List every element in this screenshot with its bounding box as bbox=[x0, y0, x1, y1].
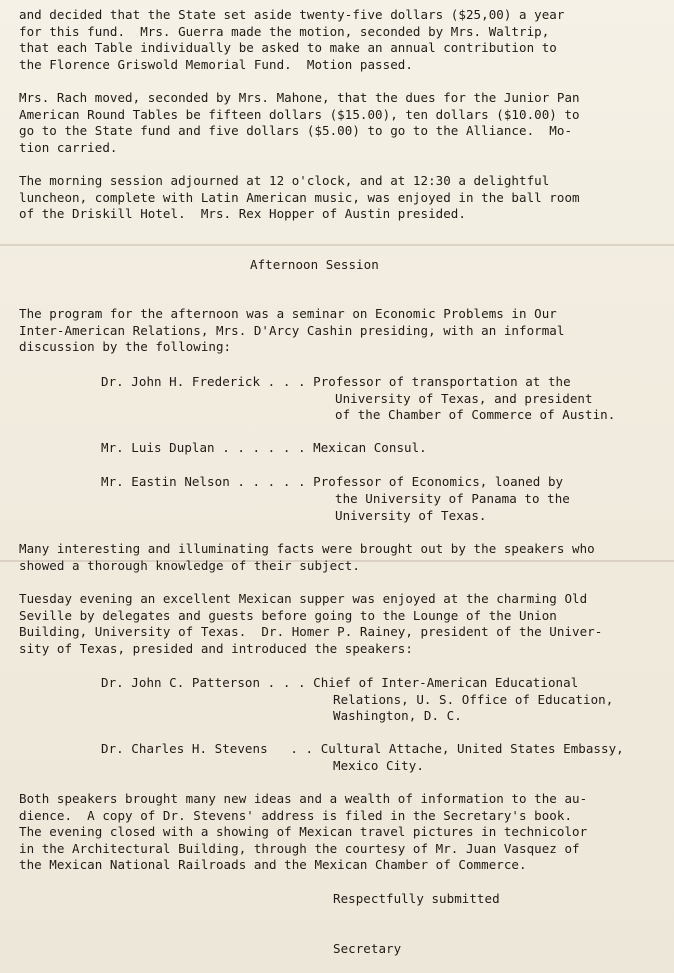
body-line: tion carried. bbox=[19, 140, 118, 155]
body-line: go to the State fund and five dollars ($5.00) to go to the Alliance. Mo- bbox=[19, 123, 573, 138]
speaker-entry: Dr. John C. Patterson . . . Chief of Inter-American Educational bbox=[101, 675, 579, 690]
speaker-entry: Relations, U. S. Office of Education, bbox=[333, 692, 614, 707]
speaker-entry: Dr. John H. Frederick . . . Professor of transportation at the bbox=[101, 374, 571, 389]
speaker-entry: Mr. Eastin Nelson . . . . . Professor of Economics, loaned by bbox=[101, 474, 564, 489]
body-line: The morning session adjourned at 12 o'clock, and at 12:30 a delightful bbox=[19, 173, 550, 188]
body-line: and decided that the State set aside twenty-five dollars ($25,00) a year bbox=[19, 7, 565, 22]
body-line: The program for the afternoon was a seminar on Economic Problems in Our bbox=[19, 306, 557, 321]
body-line: Building, University of Texas. Dr. Homer P. Rainey, president of the Univer- bbox=[19, 624, 603, 639]
body-line: Both speakers brought many new ideas and a wealth of information to the au- bbox=[19, 791, 588, 806]
body-line: showed a thorough knowledge of their subject. bbox=[19, 558, 360, 573]
body-line: Mrs. Rach moved, seconded by Mrs. Mahone, that the dues for the Junior Pan bbox=[19, 90, 580, 105]
body-line: dience. A copy of Dr. Stevens' address is filed in the Secretary's book. bbox=[19, 808, 573, 823]
signature-line: Secretary bbox=[333, 941, 402, 956]
speaker-entry: University of Texas, and president bbox=[335, 391, 593, 406]
body-line: for this fund. Mrs. Guerra made the motion, seconded by Mrs. Waltrip, bbox=[19, 24, 550, 39]
speaker-entry: Mexico City. bbox=[333, 758, 424, 773]
body-line: the Mexican National Railroads and the Mexican Chamber of Commerce. bbox=[19, 857, 527, 872]
speaker-entry: Mr. Luis Duplan . . . . . . Mexican Consul. bbox=[101, 440, 427, 455]
body-line: luncheon, complete with Latin American music, was enjoyed in the ball room bbox=[19, 190, 580, 205]
speaker-entry: of the Chamber of Commerce of Austin. bbox=[335, 407, 616, 422]
speaker-entry: the University of Panama to the bbox=[335, 491, 570, 506]
body-line: sity of Texas, presided and introduced the speakers: bbox=[19, 641, 413, 656]
body-line: the Florence Griswold Memorial Fund. Motion passed. bbox=[19, 57, 413, 72]
body-line: that each Table individually be asked to make an annual contribution to bbox=[19, 40, 557, 55]
section-heading: Afternoon Session bbox=[250, 257, 379, 272]
speaker-entry: University of Texas. bbox=[335, 508, 487, 523]
body-line: of the Driskill Hotel. Mrs. Rex Hopper of Austin presided. bbox=[19, 206, 466, 221]
body-line: Many interesting and illuminating facts were brought out by the speakers who bbox=[19, 541, 595, 556]
closing-line: Respectfully submitted bbox=[333, 891, 500, 906]
body-line: Seville by delegates and guests before going to the Lounge of the Union bbox=[19, 608, 557, 623]
body-line: American Round Tables be fifteen dollars ($15.00), ten dollars ($10.00) to bbox=[19, 107, 580, 122]
body-line: in the Architectural Building, through the courtesy of Mr. Juan Vasquez of bbox=[19, 841, 580, 856]
body-line: The evening closed with a showing of Mexican travel pictures in technicolor bbox=[19, 824, 588, 839]
paper-fold bbox=[0, 244, 674, 246]
speaker-entry: Washington, D. C. bbox=[333, 708, 462, 723]
body-line: Tuesday evening an excellent Mexican supper was enjoyed at the charming Old bbox=[19, 591, 588, 606]
body-line: Inter-American Relations, Mrs. D'Arcy Cashin presiding, with an informal bbox=[19, 323, 565, 338]
speaker-entry: Dr. Charles H. Stevens . . Cultural Attache, United States Embassy, bbox=[101, 741, 624, 756]
body-line: discussion by the following: bbox=[19, 339, 232, 354]
